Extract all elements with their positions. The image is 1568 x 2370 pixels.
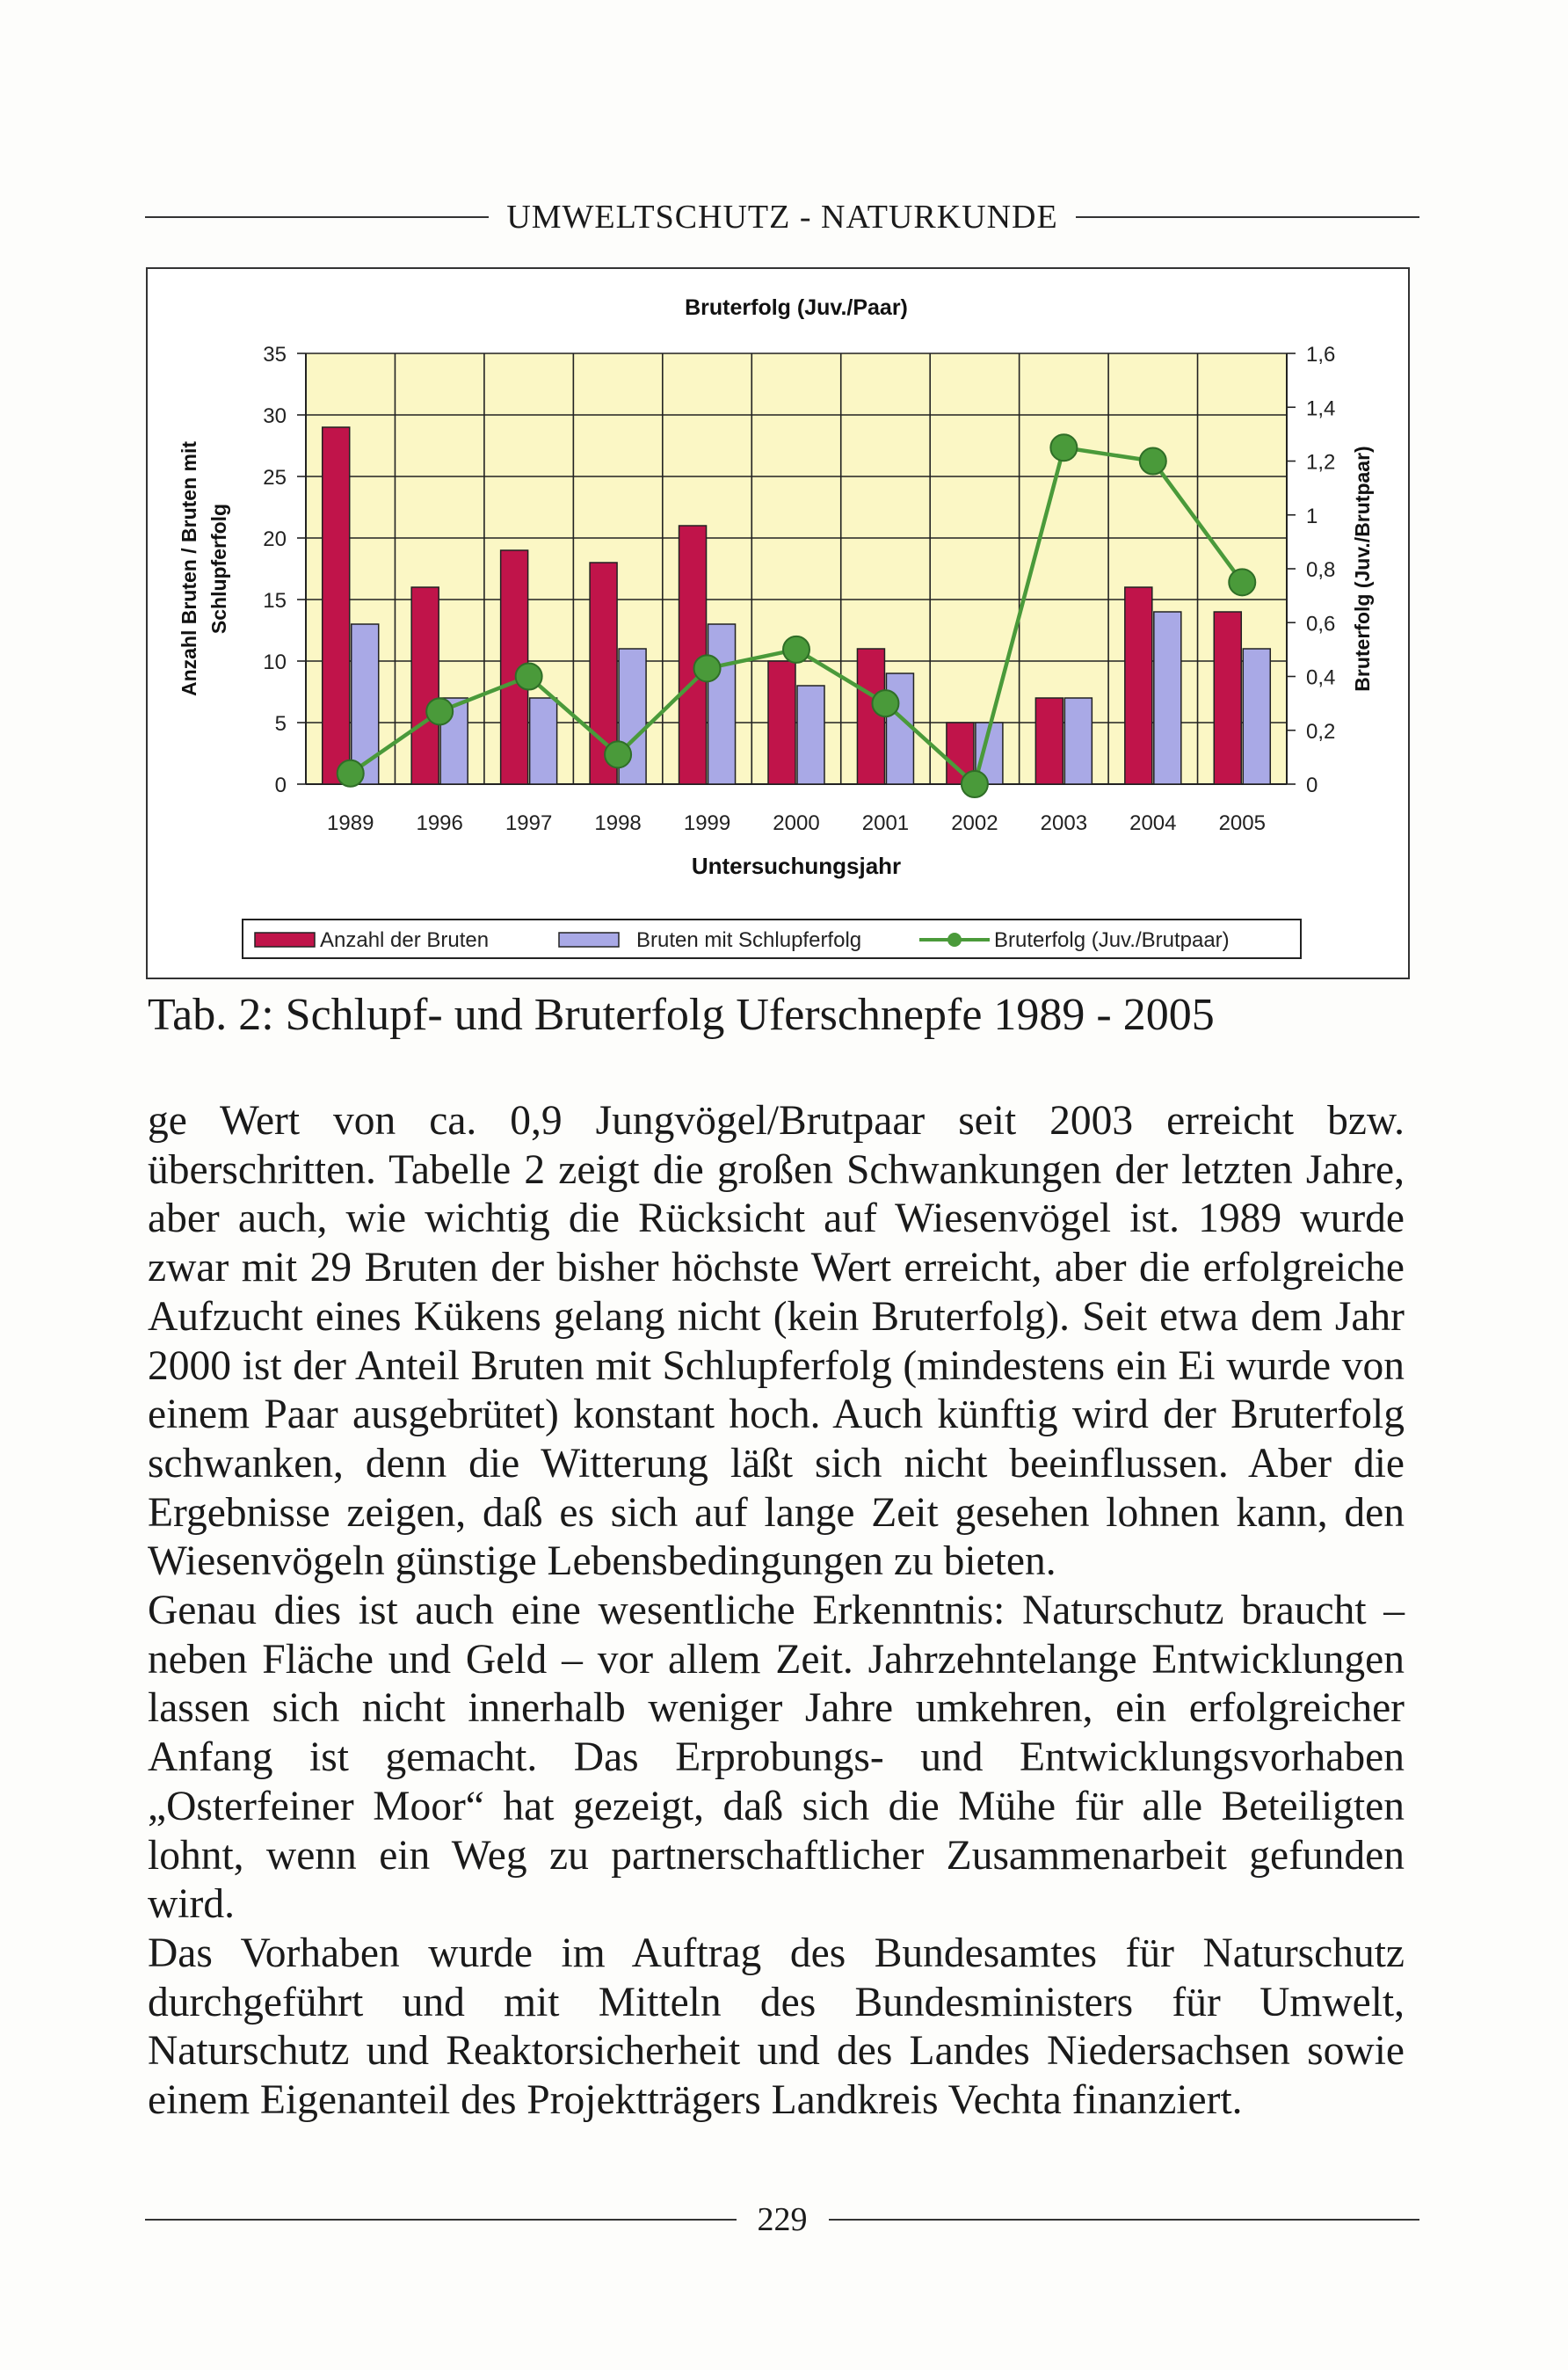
paragraph: Genau dies ist auch eine wesentliche Erkenntnis: Naturschutz braucht – neben Fläche und Geld – vor allem Zeit. Jahrzehntelange Entwicklungen lassen sich nicht innerhalb weniger Jahre umkehren, ein erfolgreicher Anfang ist gemacht. Das Erprobungs- und Entwicklungsvorhaben „Osterfeiner Moor“ hat gezeigt, daß sich die Mühe für alle Beteiligten lohnt, wenn ein Weg zu partnerschaftlicher Zusammenarbeit gefunden wird. (148, 1588, 1405, 1928)
y-axis-label-left-line: Anzahl Bruten / Bruten mit (178, 440, 200, 697)
chart-title: Bruterfolg (Juv./Paar) (685, 295, 908, 320)
legend-label: Bruterfolg (Juv./Brutpaar) (994, 928, 1230, 952)
paragraph: Das Vorhaben wurde im Auftrag des Bundesamtes für Naturschutz durchgeführt und mit Mitteln des Bundesministers für Umwelt, Naturschutz und Reaktorsicherheit und des Landes Niedersachsen sowie einem Eigenanteil des Projektträgers Landkreis Vechta finanziert. (148, 1930, 1405, 2124)
x-axis-label: Untersuchungsjahr (691, 853, 902, 879)
xtick-label: 2005 (1218, 811, 1266, 835)
page-footer (145, 2198, 1419, 2242)
point-bruterfolg (1229, 569, 1255, 595)
legend-label: Bruten mit Schlupferfolg (636, 928, 862, 952)
point-bruterfolg (1050, 434, 1077, 461)
bar-anzahl-bruten (1214, 612, 1241, 784)
xtick-label: 1996 (416, 811, 463, 835)
bar-bruten-schlupferfolg (708, 624, 736, 784)
ytick-left-label: 15 (263, 589, 287, 613)
legend-marker-bruterfolg (947, 933, 962, 947)
xtick-label: 1989 (327, 811, 374, 835)
ytick-left-label: 0 (274, 774, 287, 797)
paragraph: ge Wert von ca. 0,9 Jungvögel/Brutpaar seit 2003 erreicht bzw. überschritten. Tabelle 2 zeigt die großen Schwankungen der letzten Jahre, aber auch, wie wichtig die Rücksicht auf Wiesenvögel ist. 1989 wurde zwar mit 29 Bruten der bisher höchste Wert erreicht, aber die erfolgreiche Aufzucht eines Kükens gelang nicht (kein Bruterfolg). Seit etwa dem Jahr 2000 ist der Anteil Bruten mit Schlupferfolg (mindestens ein Ei wurde von einem Paar ausgebrütet) konstant hoch. Auch künftig wird der Bruterfolg schwanken, denn die Witterung läßt sich nicht beeinflussen. Aber die Ergebnisse zeigen, daß es sich auf lange Zeit gesehen lohnen kann, den Wiesenvögeln günstige Lebensbedingungen zu bieten. (148, 1098, 1405, 1585)
point-bruterfolg (605, 741, 631, 767)
ytick-left-label: 25 (263, 466, 287, 490)
ytick-right-label: 0,8 (1306, 558, 1336, 582)
ytick-left-label: 5 (274, 712, 287, 736)
header-rule-right (1076, 216, 1419, 218)
header-title: UMWELTSCHUTZ - NATURKUNDE (506, 199, 1058, 236)
footer-rule-left (145, 2219, 737, 2221)
ytick-right-label: 0,6 (1306, 612, 1336, 636)
xtick-label: 2002 (951, 811, 998, 835)
point-bruterfolg (426, 698, 453, 724)
bar-bruten-schlupferfolg (1064, 698, 1092, 784)
xtick-label: 2003 (1040, 811, 1088, 835)
bar-anzahl-bruten (1125, 587, 1152, 784)
running-header (145, 195, 1419, 239)
xtick-label: 1998 (594, 811, 642, 835)
point-bruterfolg (872, 690, 898, 716)
page-number: 229 (757, 2201, 808, 2238)
y-axis-label-right: Bruterfolg (Juv./Brutpaar) (1351, 446, 1374, 692)
ytick-right-label: 1,2 (1306, 450, 1336, 475)
table-caption: Tab. 2: Schlupf- und Bruterfolg Uferschnepfe 1989 - 2005 (148, 990, 1215, 1040)
y-axis-label-left-line: Schlupferfolg (207, 503, 230, 635)
bar-anzahl-bruten (323, 427, 350, 784)
footer-rule-right (829, 2219, 1420, 2221)
xtick-label: 1997 (505, 811, 553, 835)
bar-bruten-schlupferfolg (530, 698, 557, 784)
legend-swatch-anzahl-bruten (255, 933, 315, 947)
xtick-label: 2001 (861, 811, 910, 835)
point-bruterfolg (694, 655, 721, 681)
bar-anzahl-bruten (411, 587, 439, 784)
bar-bruten-schlupferfolg (886, 673, 913, 784)
xtick-label: 1999 (683, 811, 731, 835)
point-bruterfolg (962, 771, 988, 797)
ytick-right-label: 0,4 (1306, 665, 1336, 690)
point-bruterfolg (783, 636, 809, 663)
xtick-label: 2004 (1129, 811, 1177, 835)
point-bruterfolg (338, 760, 364, 787)
ytick-right-label: 1 (1306, 504, 1318, 528)
bar-bruten-schlupferfolg (797, 686, 824, 784)
ytick-left-label: 30 (263, 404, 287, 428)
bar-bruten-schlupferfolg (1154, 612, 1181, 784)
bar-bruten-schlupferfolg (352, 624, 379, 784)
header-rule-left (145, 216, 489, 218)
ytick-right-label: 1,4 (1306, 396, 1336, 421)
ytick-right-label: 0 (1306, 774, 1318, 797)
point-bruterfolg (1140, 448, 1166, 475)
ytick-left-label: 10 (263, 651, 287, 674)
point-bruterfolg (516, 664, 542, 690)
legend-swatch-bruten-schlupferfolg (559, 933, 619, 947)
bar-anzahl-bruten (1035, 698, 1063, 784)
body-text (148, 1097, 1405, 2126)
y-axis-label-left (178, 441, 230, 696)
xtick-label: 2000 (773, 811, 820, 835)
bar-anzahl-bruten (679, 526, 707, 784)
bar-anzahl-bruten (768, 661, 795, 784)
ytick-left-label: 35 (263, 343, 287, 367)
chart-svg (148, 269, 1408, 978)
ytick-right-label: 1,6 (1306, 343, 1336, 367)
bar-bruten-schlupferfolg (1243, 649, 1270, 784)
ytick-right-label: 0,2 (1306, 719, 1336, 744)
chart-frame (146, 267, 1410, 979)
ytick-left-label: 20 (263, 527, 287, 551)
legend-label: Anzahl der Bruten (320, 928, 490, 952)
